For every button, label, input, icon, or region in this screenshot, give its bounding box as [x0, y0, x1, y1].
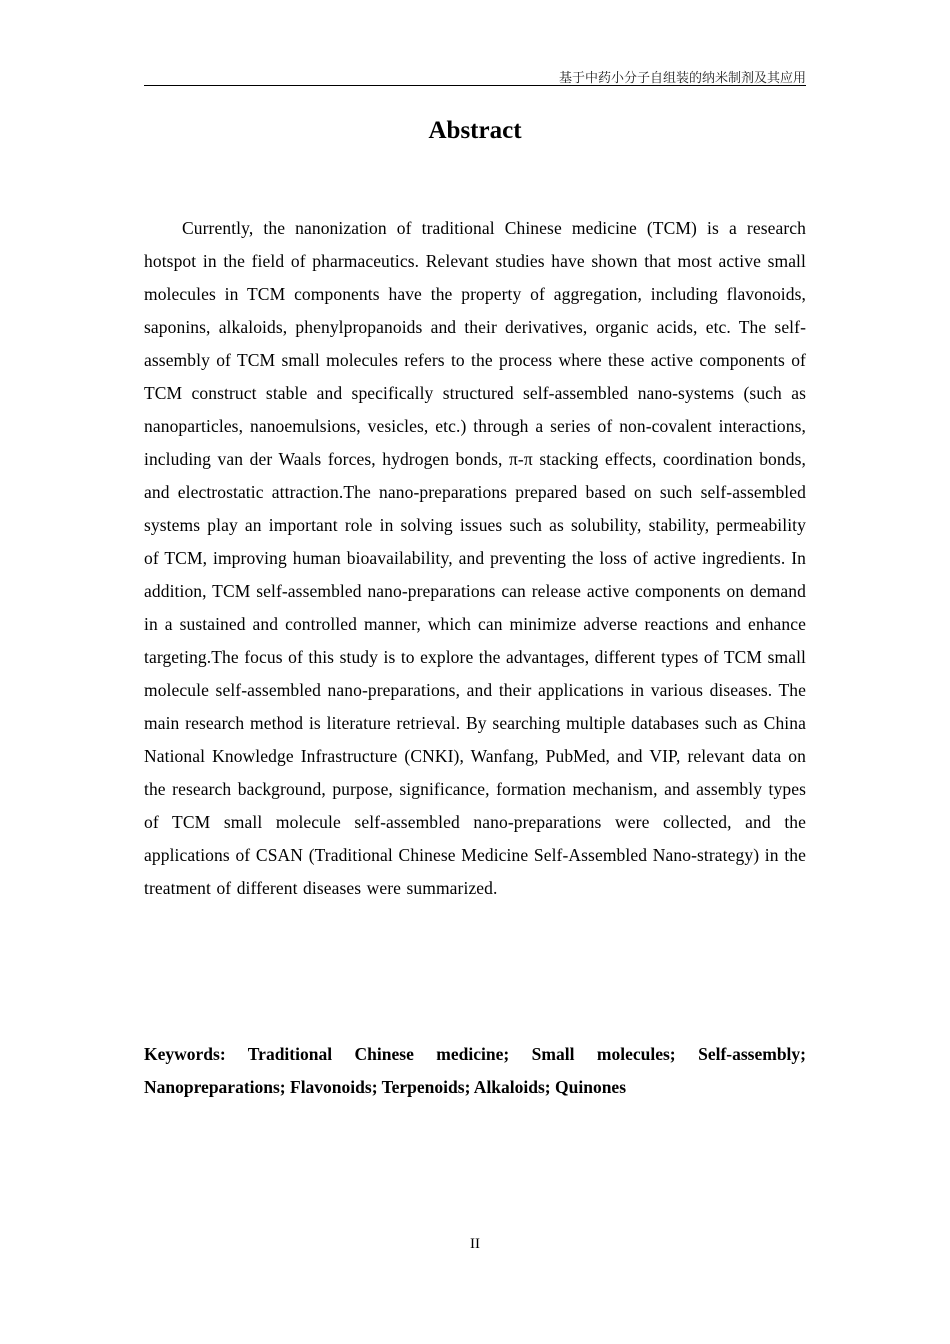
page-number: II	[470, 1236, 480, 1252]
running-header: 基于中药小分子自组装的纳米制剂及其应用	[558, 71, 806, 86]
page-title: Abstract	[428, 117, 522, 144]
header-divider	[144, 85, 806, 86]
abstract-paragraph: Currently, the nanonization of traditional Chinese medicine (TCM) is a research hotspot in the field of pharmaceutics. Relevant studies have shown that most active small molecules in TCM components have the property of aggregation, including flavonoids, saponins, alkaloids, phenylpropanoids and their derivatives, organic acids, etc. The self-assembly of TCM small molecules refers to the process where these active components of TCM construct stable and specifically structured self-assembled nano-systems (such as nanoparticles, nanoemulsions, vesicles, etc.) through a series of non-covalent interactions, including van der Waals forces, hydrogen bonds, π-π stacking effects, coordination bonds, and electrostatic attraction.The nano-preparations prepared based on such self-assembled systems play an important role in solving issues such as solubility, stability, permeability of TCM, improving human bioavailability, and preventing the loss of active ingredients. In addition, TCM self-assembled nano-preparations can release active components on demand in a sustained and controlled manner, which can minimize adverse reactions and enhance targeting.The focus of this study is to explore the advantages, different types of TCM small molecule self-assembled nano-preparations, and their applications in various diseases. The main research method is literature retrieval. By searching multiple databases such as China National Knowledge Infrastructure (CNKI), Wanfang, PubMed, and VIP, relevant data on the research background, purpose, significance, formation mechanism, and assembly types of TCM small molecule self-assembled nano-preparations were collected, and the applications of CSAN (Traditional Chinese Medicine Self-Assembled Nano-strategy) in the treatment of different diseases were summarized.	[144, 218, 806, 898]
keywords-paragraph: Keywords: Traditional Chinese medicine; Small molecules; Self-assembly; Nanopreparations; Flavonoids; Terpenoids; Alkaloids; Quinones	[144, 1044, 806, 1097]
